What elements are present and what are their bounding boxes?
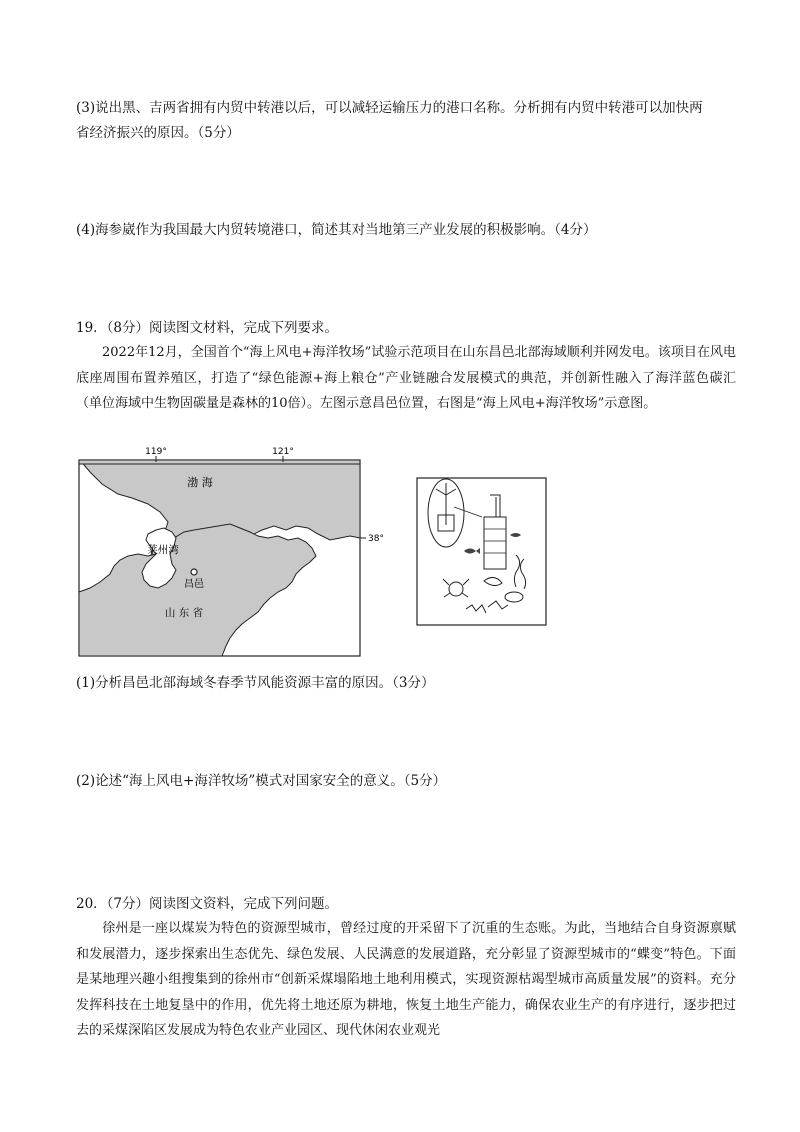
map-label-shandong: 山 东 省 [164,607,204,619]
map-label-lon-119: 119° [145,447,167,457]
q19-material [76,340,736,417]
q20-heading: 20．（7分）阅读图文资料，完成下列问题。 [76,896,339,912]
map-label-bohai: 渤 海 [187,476,213,489]
q19-heading: 19．（8分）阅读图文材料，完成下列要求。 [76,320,339,336]
diagram-frame [417,478,546,625]
q19-part2: (2)论述“海上风电+海洋牧场”模式对国家安全的意义。（5分） [76,773,447,789]
q18-part4: (4)海参崴作为我国最大内贸转境港口，简述其对当地第三产业发展的积极影响。（4分） [76,222,597,238]
map-label-lat-38: 38° [368,534,384,544]
changyi-location-map [60,442,400,664]
map-label-lon-121: 121° [272,447,294,457]
changyi-city-marker [191,569,197,575]
q18-part3-line1: (3)说出黑、吉两省拥有内贸中转港以后，可以减轻运输压力的港口名称。分析拥有内贸中转港可以加快两 [76,100,703,116]
q20-material-text: 徐州是一座以煤炭为特色的资源型城市，曾经过度的开采留下了沉重的生态账。为此，当地结合自身资源禀赋和发展潜力，逐步探索出生态优先、绿色发展、人民满意的发展道路，充分彰显了资源型城市的“蝶变”特色。下面是某地理兴趣小组搜集到的徐州市“创新采煤塌陷地土地利用模式，实现资源枯竭型城市高质量发展”的资料。充分发挥科技在土地复垦中的作用，优先将土地还原为耕地，恢复土地生产能力，确保农业生产的有序进行，逐步把过去的采煤深陷区发展成为特色农业产业园区、现代休闲农业观光 [76,921,736,1038]
q20-material [76,916,736,1044]
q19-material-text: 2022年12月，全国首个“海上风电+海洋牧场”试验示范项目在山东昌邑北部海域顺利并网发电。该项目在风电底座周围布置养殖区，打造了“绿色能源+海上粮仓”产业链融合发展模式的典范，并创新性融入了海洋蓝色碳汇（单位海域中生物固碳量是森林的10倍）。左图示意昌邑位置，右图是“海上风电+海洋牧场”示意图。 [76,345,736,411]
map-land-north [79,460,360,464]
q19-part1: (1)分析昌邑北部海域冬春季节风能资源丰富的原因。（3分） [76,675,435,691]
map-label-laizhou-bay: 莱州湾 [147,544,179,556]
offshore-wind-ocean-ranch-diagram [416,477,548,627]
q18-part3-line2: 省经济振兴的原因。（5分） [76,125,240,141]
map-label-changyi: 昌邑 [184,579,204,590]
